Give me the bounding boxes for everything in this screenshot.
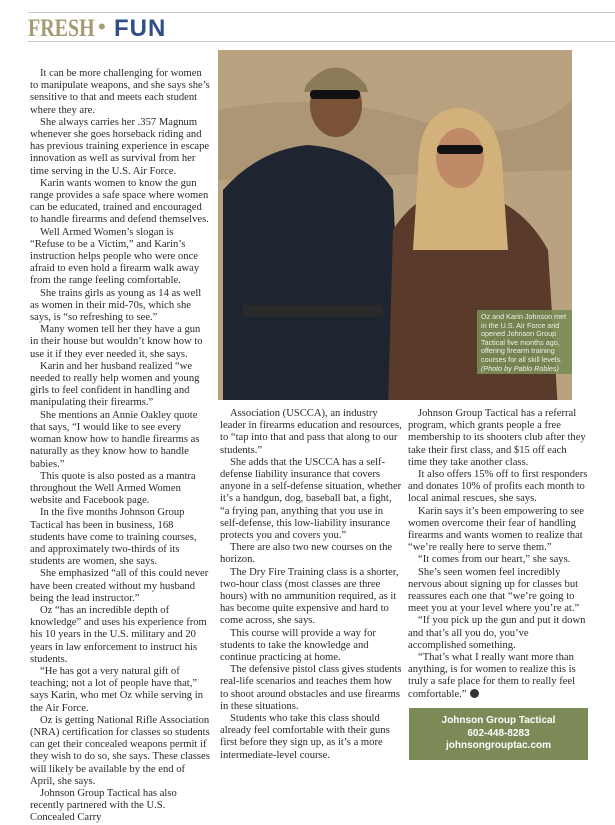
business-phone[interactable]: 602-448-8283 — [467, 727, 530, 739]
paragraph: Karin wants women to know the gun range provides a safe space where women can be educated, trained and encouraged to handle firearms and defend themselves. — [30, 177, 209, 226]
paragraph: Oz is getting National Rifle Association (NRA) certification for classes so students can get their concealed weapons permit if they wish to do so, she says. These classes will likely be available by the end of April, she says. — [30, 714, 210, 787]
photo-credit: (Photo by Pablo Robles) — [481, 363, 559, 373]
paragraph: Well Armed Women’s slogan is “Refuse to be a Victim,” and Karin’s instruction helps people who were once afraid to even hold a firearm walk away from the range feeling comfortable. — [30, 226, 200, 287]
paragraph: It also offers 15% off to first responders and donates 10% of profits each month to local animal rescues, she says. — [408, 469, 588, 505]
paragraph: She’s seen women feel incredibly nervous about signing up for classes but reassures each one that “we’re going to meet you at your level where you’re at.” — [408, 566, 580, 615]
article-column-3 — [408, 408, 588, 701]
paragraph: In the five months Johnson Group Tactical has been in business, 168 students have come to training courses, and approximately two-thirds of its students are women, she says. — [30, 507, 197, 568]
photo-caption — [477, 310, 572, 374]
paragraph: “It comes from our heart,” she says. — [418, 554, 571, 566]
paragraph: “If you pick up the gun and put it down and that’s all you do, you’ve accomplished something. — [408, 615, 586, 651]
section-title-fresh: FRESH — [28, 15, 95, 42]
paragraph: Oz “has an incredible depth of knowledge” and uses his experience from his 10 years in the U.S. military and 20 years in law enforcement to instruct his students. — [30, 604, 207, 665]
section-header — [28, 12, 615, 42]
section-separator: • — [98, 14, 106, 39]
end-mark-icon — [470, 689, 479, 698]
business-website[interactable]: johnsongrouptac.com — [446, 740, 551, 751]
paragraph: Karin and her husband realized “we needed to really help women and young girls to feel confident in handling and manipulating their firearms.” — [30, 360, 200, 409]
paragraph: Association (USCCA), an industry leader in firearms education and resources, to “tap into that and pass that along to our students.” — [220, 408, 402, 456]
paragraph: Karin says it’s been empowering to see women overcome their fear of handling firearms and wants women to realize that “we’re really here to serve them.” — [408, 505, 584, 554]
paragraph: It can be more challenging for women to manipulate weapons, and she says she’s sensitive to that and meets each student where they are. — [30, 68, 210, 116]
paragraph: She adds that the USCCA has a self-defense liability insurance that covers anyone in a self-defense situation, whether it’s a handgun, dog, baseball bat, a fight, “a frying pan, anything that you use in self-defense, this low-liability insurance protects you and covers you.” — [220, 456, 402, 542]
paragraph: This course will provide a way for students to take the knowledge and continue practicing at home. — [220, 627, 376, 664]
paragraph: Students who take this class should already feel comfortable with their guns first before they sign up, as it’s a more intermediate-level course. — [220, 713, 390, 761]
paragraph: She mentions an Annie Oakley quote that says, “I would like to see every woman know how to handle firearms as naturally as they know how to handle babies.” — [30, 409, 200, 470]
paragraph: The defensive pistol class gives students real-life scenarios and teaches them how to shoot around obstacles and use firearms in these situations. — [220, 664, 402, 712]
paragraph: “He has got a very natural gift of teaching; not a lot of people have that,” says Karin, who met Oz while serving in the Air Force. — [30, 665, 203, 714]
paragraph: The Dry Fire Training class is a shorter, two-hour class (most classes are three hours) with no ammunition required, as it has become quite expensive and hard to come across, she says. — [220, 566, 399, 627]
contact-infobox — [409, 708, 588, 760]
caption-text: Oz and Karin Johnson met in the U.S. Air Force and opened Johnson Group Tactical five months ago, offering firearm training courses for all skill levels. — [481, 312, 567, 364]
paragraph: She trains girls as young as 14 as well as women in their mid-70s, which she says, is “so refreshing to see.” — [30, 287, 202, 324]
paragraph: Many women tell her they have a gun in their house but wouldn’t know how to use it if they ever needed it, she says. — [30, 324, 203, 360]
paragraph: She emphasized “all of this could never have been created without my husband being the lead instructor.” — [30, 568, 209, 604]
section-title-fun: FUN — [114, 15, 167, 42]
paragraph: There are also two new courses on the horizon. — [220, 542, 393, 566]
paragraph: “That’s what I really want more than anything, is for women to realize this is truly a safe place for them to really feel comfortable.” — [408, 652, 576, 700]
business-name: Johnson Group Tactical — [441, 715, 556, 726]
paragraph: Johnson Group Tactical has also recently partnered with the U.S. Concealed Carry — [30, 787, 177, 824]
paragraph: This quote is also posted as a mantra throughout the Well Armed Women website and Facebook page. — [30, 470, 196, 507]
paragraph: Johnson Group Tactical has a referral program, which grants people a free membership to its shooters club after they take their first class, and $15 off each time they take another class. — [408, 408, 586, 468]
article-column-1 — [30, 68, 210, 825]
paragraph: She always carries her .357 Magnum whenever she goes horseback riding and has previous training experience in escape innovation as well as survival from her time serving in the U.S. Air Force. — [30, 116, 210, 177]
article-column-2 — [220, 408, 402, 762]
